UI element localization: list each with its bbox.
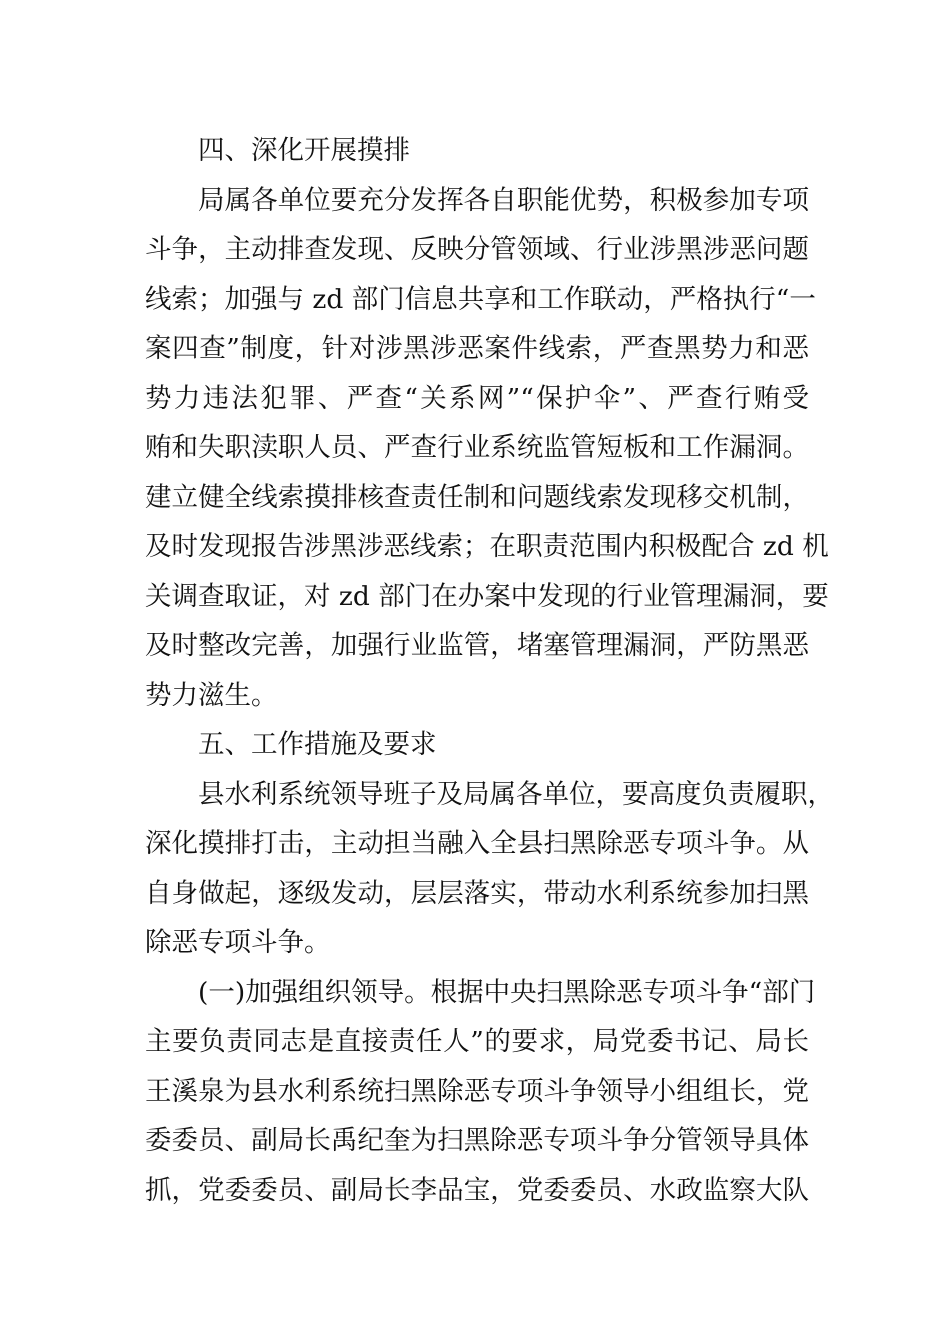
- text-line: 斗争，主动排查发现、反映分管领域、行业涉黑涉恶问题: [145, 234, 809, 265]
- text-line: 抓，党委委员、副局长李品宝，党委委员、水政监察大队: [145, 1174, 809, 1206]
- section-heading-4: 四、深化开展摸排: [198, 135, 410, 166]
- text-line: 自身做起，逐级发动，层层落实，带动水利系统参加扫黑: [145, 877, 809, 909]
- text-line: 关调查取证，对 zd 部门在办案中发现的行业管理漏洞，要: [145, 580, 829, 612]
- text-line: 县水利系统领导班子及局属各单位，要高度负责履职，: [198, 778, 834, 810]
- text-line: 及时整改完善，加强行业监管，堵塞管理漏洞，严防黑恶: [145, 630, 809, 661]
- text-line: 委委员、副局长禹纪奎为扫黑除恶专项斗争分管领导具体: [145, 1125, 809, 1156]
- text-line: 深化摸排打击，主动担当融入全县扫黑除恶专项斗争。从: [145, 828, 809, 859]
- text-line: 局属各单位要充分发挥各自职能优势，积极参加专项: [198, 184, 809, 216]
- paragraph-section-5-1: [145, 968, 816, 1216]
- text-line: 除恶专项斗争。: [145, 927, 331, 958]
- text-line: 势力违法犯罪、严查“关系网”“保护伞”、严查行贿受: [145, 382, 809, 414]
- text-line: 及时发现报告涉黑涉恶线索；在职责范围内积极配合 zd 机: [145, 531, 829, 562]
- text-line: 主要负责同志是直接责任人”的要求，局党委书记、局长: [145, 1026, 809, 1057]
- paragraph-section-5: [145, 770, 834, 968]
- text-line: 势力滋生。: [145, 679, 278, 711]
- text-line: 建立健全线索摸排核查责任制和问题线索发现移交机制，: [145, 481, 809, 513]
- text-line: 线索；加强与 zd 部门信息共享和工作联动，严格执行“一: [145, 283, 816, 315]
- paragraph-section-4: [145, 176, 829, 721]
- text-line: 案四查”制度，针对涉黑涉恶案件线索，严查黑势力和恶: [145, 333, 809, 364]
- document-body: [145, 126, 834, 1215]
- section-heading-5: 五、工作措施及要求: [198, 729, 437, 760]
- text-line: 贿和失职渎职人员、严查行业系统监管短板和工作漏洞。: [145, 432, 809, 463]
- text-line: 王溪泉为县水利系统扫黑除恶专项斗争领导小组组长，党: [145, 1075, 809, 1107]
- text-line: (一)加强组织领导。根据中央扫黑除恶专项斗争“部门: [198, 976, 816, 1008]
